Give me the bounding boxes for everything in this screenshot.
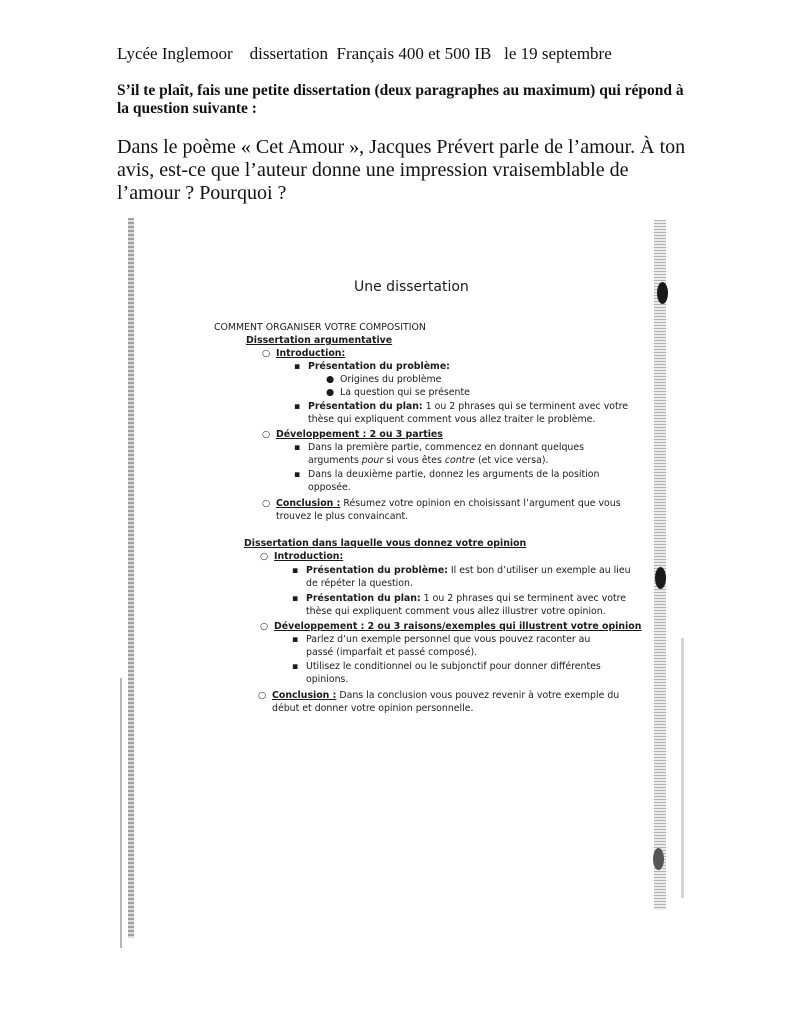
handout-heading: COMMENT ORGANISER VOTRE COMPOSITION xyxy=(214,322,426,333)
essay-question: Dans le poème « Cet Amour », Jacques Prévert parle de l’amour. À ton avis, est-ce que l’auteur donne une impression vraisemblable de l’amour ? Pourquoi ? xyxy=(117,136,686,204)
punch-hole-middle xyxy=(655,567,666,589)
section2-dev2: ▪ Utilisez le conditionnel ou le subjonctif pour donner différentes xyxy=(292,661,601,672)
section2-presentation-plan-cont: thèse qui expliquent comment vous allez illustrer votre opinion. xyxy=(306,606,606,617)
scan-edge-left-line xyxy=(120,678,122,948)
instruction-text: S’il te plaît, fais une petite dissertation (deux paragraphes au maximum) qui répond à la question suivante : xyxy=(117,82,684,117)
section1-presentation-probleme: ▪ Présentation du problème: xyxy=(294,361,450,372)
section2-intro: ○ Introduction: xyxy=(260,551,344,562)
section2-conclusion-cont: début et donner votre opinion personnelle. xyxy=(272,703,474,714)
section2-developpement: ○ Développement : 2 ou 3 raisons/exemples qui illustrent votre opinion xyxy=(260,621,642,632)
section2-conclusion: ○ Conclusion : Dans la conclusion vous pouvez revenir à votre exemple du xyxy=(258,690,620,701)
section1-title: Dissertation argumentative xyxy=(246,335,393,346)
section1-developpement: ○ Développement : 2 ou 3 parties xyxy=(262,429,443,440)
handout-title: Une dissertation xyxy=(354,279,469,295)
section2-dev1: ▪ Parlez d’un exemple personnel que vous pouvez raconter au xyxy=(292,634,591,645)
section1-conclusion-cont: trouvez le plus convaincant. xyxy=(276,511,409,522)
section2-presentation-plan: ▪ Présentation du plan: 1 ou 2 phrases qui se terminent avec votre xyxy=(292,593,627,604)
section1-conclusion: ○ Conclusion : Résumez votre opinion en choisissant l’argument que vous xyxy=(262,498,621,509)
section1-dev1-cont: arguments pour si vous êtes contre (et vice versa). xyxy=(308,455,549,466)
scan-edge-right-line xyxy=(681,638,684,898)
section1-dev2-cont: opposée. xyxy=(308,482,351,493)
section1-origines: ● Origines du problème xyxy=(326,374,442,385)
section2-dev1-cont: passé (imparfait et passé composé). xyxy=(306,647,478,658)
punch-hole-bottom xyxy=(653,848,664,870)
section2-title: Dissertation dans laquelle vous donnez votre opinion xyxy=(244,538,527,549)
section2-presentation-probleme: ▪ Présentation du problème: Il est bon d’utiliser un exemple au lieu xyxy=(292,565,631,576)
section1-dev2: ▪ Dans la deuxième partie, donnez les arguments de la position xyxy=(294,469,600,480)
section2-presentation-probleme-cont: de répéter la question. xyxy=(306,578,413,589)
header-line: Lycée Inglemoor dissertation Français 400 et 500 IB le 19 septembre xyxy=(117,44,612,63)
punch-hole-top xyxy=(657,282,668,304)
section2-dev2-cont: opinions. xyxy=(306,674,349,685)
section1-question: ● La question qui se présente xyxy=(326,387,470,398)
section1-intro: ○ Introduction: xyxy=(262,348,346,359)
scan-edge-left xyxy=(128,218,134,938)
scan-edge-right xyxy=(654,220,666,910)
section1-presentation-plan: ▪ Présentation du plan: 1 ou 2 phrases qui se terminent avec votre xyxy=(294,401,629,412)
section1-presentation-plan-cont: thèse qui expliquent comment vous allez traiter le problème. xyxy=(308,414,596,425)
section1-dev1: ▪ Dans la première partie, commencez en donnant quelques xyxy=(294,442,585,453)
scanned-handout xyxy=(118,218,688,948)
